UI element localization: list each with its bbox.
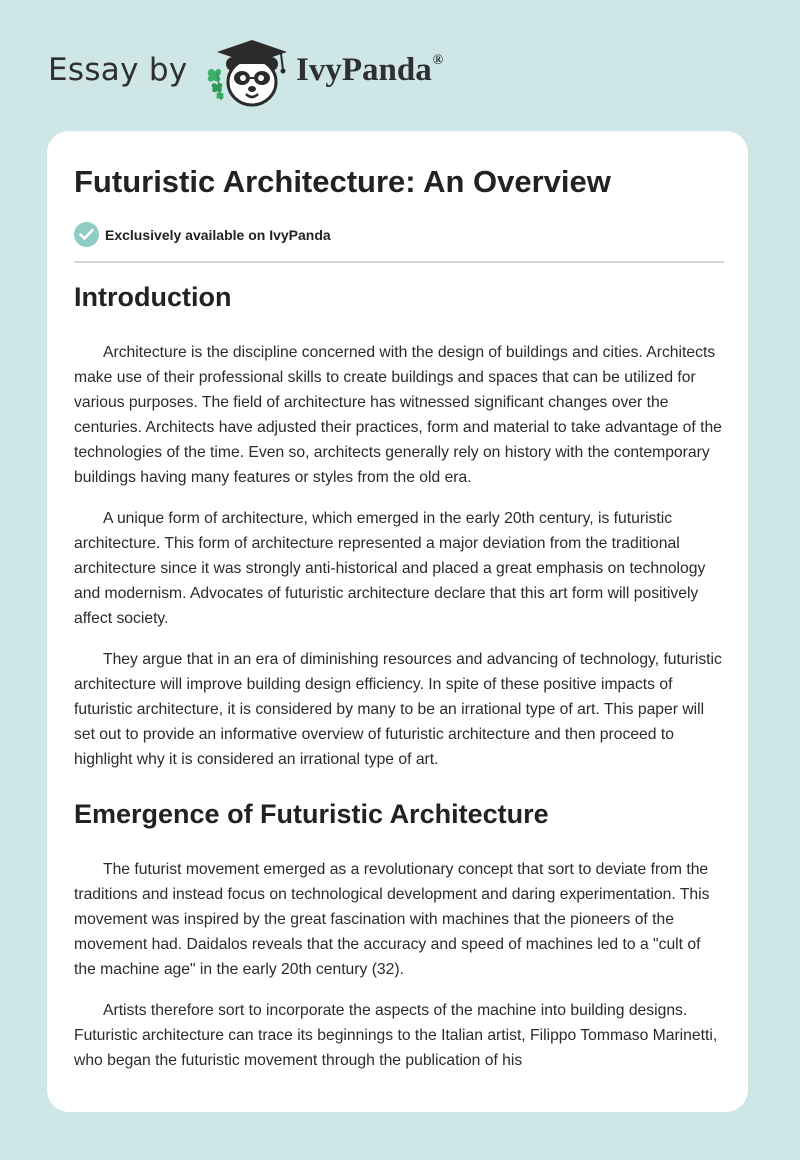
exclusive-label: Exclusively available on IvyPanda bbox=[105, 226, 331, 243]
essay-by-label: Essay by bbox=[48, 52, 188, 88]
paragraph: They argue that in an era of diminishing resources and advancing of technology, futuristic architecture will improve building design efficiency. In spite of these positive impacts of futuristic architecture, it is considered by many to be an irrational type of art. This paper will set out to provide an informative overview of futuristic architecture and then proceed to highlight why it is considered an irrational type of art. bbox=[74, 650, 722, 768]
essay-card bbox=[47, 131, 748, 1112]
paragraph: A unique form of architecture, which emerged in the early 20th century, is futuristic architecture. This form of architecture represented a major deviation from the traditional architecture since it was strongly anti-historical and placed a great emphasis on technology and modernism. Advocates of futuristic architecture declare that this art form will positively affect society. bbox=[74, 509, 706, 627]
check-circle-icon bbox=[74, 222, 99, 247]
paragraph: Artists therefore sort to incorporate the aspects of the machine into building designs. Futuristic architecture can trace its beginnings to the Italian artist, Filippo Tommaso Marinetti, who began the futuristic movement through the publication of his bbox=[74, 1001, 718, 1069]
ivypanda-logo-icon[interactable] bbox=[203, 36, 293, 110]
site-header bbox=[48, 36, 508, 110]
paragraph: Architecture is the discipline concerned with the design of buildings and cities. Architects make use of their professional skills to create buildings and spaces that can be utilized for various purposes. The field of architecture has witnessed significant changes over the centuries. Architects have adjusted their practices, form and material to take advantage of the technologies of the time. Even so, architects generally rely on history with the contemporary buildings having many features or styles from the old era. bbox=[74, 343, 722, 486]
essay-body bbox=[74, 279, 724, 1089]
brand-text: IvyPanda bbox=[296, 52, 432, 88]
brand-name[interactable] bbox=[296, 52, 443, 89]
title-divider bbox=[74, 261, 724, 263]
paragraph: The futurist movement emerged as a revolutionary concept that sort to deviate from the traditions and instead focus on technological development and daring experimentation. This movement was inspired by the great fascination with machines that the pioneers of the movement had. Daidalos reveals that the accuracy and speed of machines led to a "cult of the machine age" in the early 20th century (32). bbox=[74, 860, 710, 978]
essay-title: Futuristic Architecture: An Overview bbox=[74, 164, 611, 199]
registered-mark: ® bbox=[432, 53, 444, 68]
exclusive-badge bbox=[74, 222, 331, 247]
section-heading-introduction: Introduction bbox=[74, 282, 232, 312]
section-heading-emergence: Emergence of Futuristic Architecture bbox=[74, 798, 549, 829]
